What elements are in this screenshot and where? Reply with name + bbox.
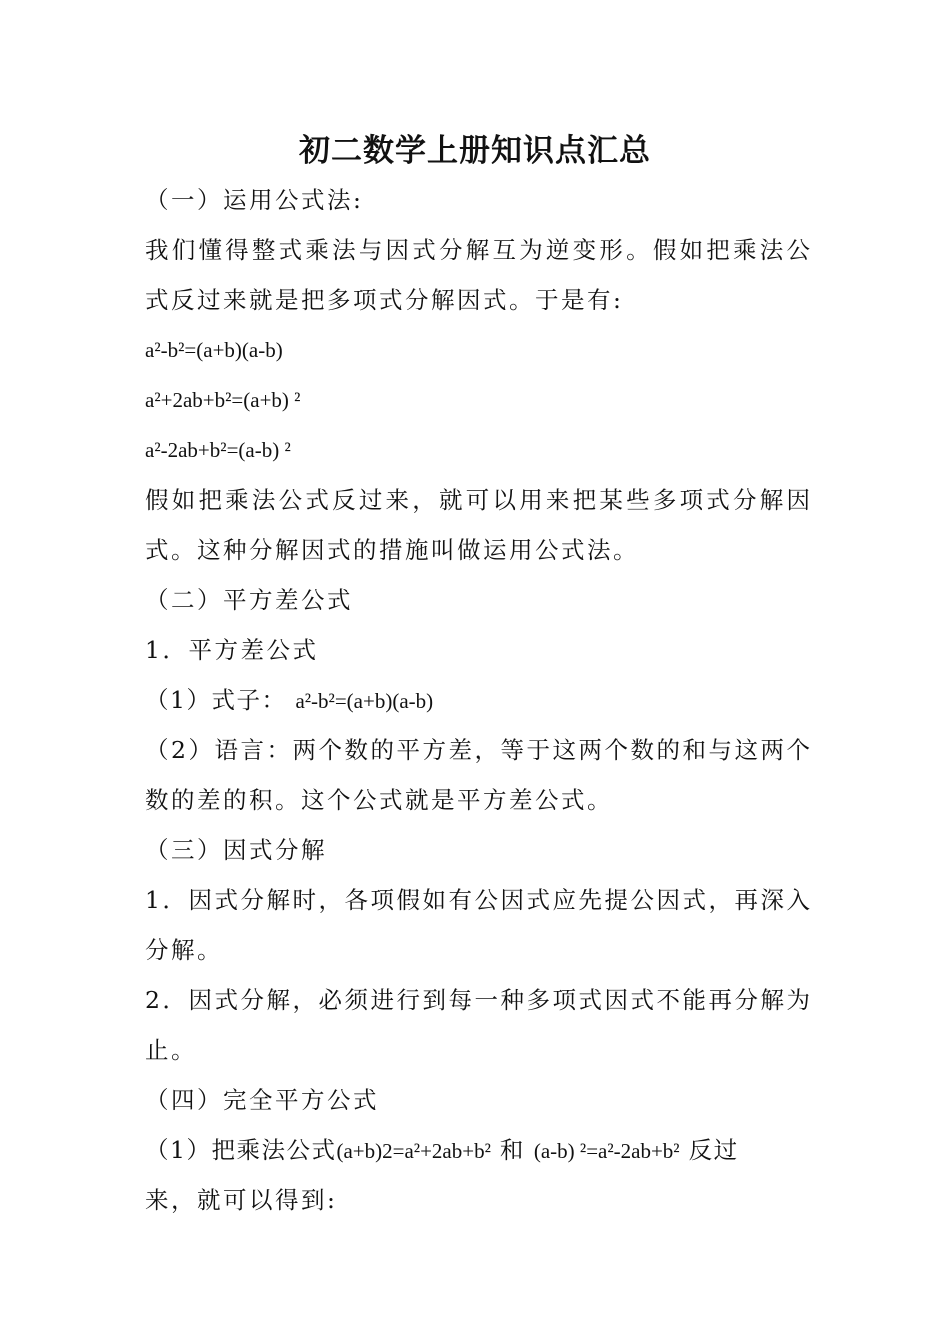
- formula-label: （1）式子：: [145, 686, 287, 714]
- list-item: 2．因式分解，必须进行到每一种多项式因式不能再分解为: [145, 986, 810, 1014]
- reverse-label: （1）把乘法公式: [145, 1136, 337, 1164]
- reverse-math-1: (a+b)2=a²+2ab+b²: [336, 1139, 491, 1163]
- formula-line: a²-b²=(a+b)(a-b): [145, 338, 283, 362]
- paragraph-line: 数的差的积。这个公式就是平方差公式。: [145, 786, 613, 814]
- paragraph-line: （2）语言：两个数的平方差，等于这两个数的和与这两个: [145, 736, 810, 764]
- formula-math: a²-b²=(a+b)(a-b): [295, 689, 434, 713]
- formula-line: a²+2ab+b²=(a+b) ²: [145, 388, 301, 412]
- paragraph-line: 式反过来就是把多项式分解因式。于是有:: [145, 286, 624, 314]
- paragraph-line: 来，就可以得到:: [145, 1186, 338, 1214]
- document-title: 初二数学上册知识点汇总: [299, 133, 651, 169]
- section-heading-3: （三）因式分解: [145, 836, 327, 864]
- section-heading-4: （四）完全平方公式: [145, 1086, 379, 1114]
- reverse-formula-line: [145, 1125, 810, 1175]
- paragraph-line: 假如把乘法公式反过来，就可以用来把某些多项式分解因: [145, 486, 810, 514]
- section-heading-2: （二）平方差公式: [145, 586, 353, 614]
- list-item: 1．因式分解时，各项假如有公因式应先提公因式，再深入: [145, 886, 810, 914]
- list-item-continuation: 分解。: [145, 936, 223, 964]
- list-item-continuation: 止。: [145, 1036, 197, 1064]
- reverse-math-2: (a-b) ²=a²-2ab+b²: [533, 1139, 680, 1163]
- reverse-and: 和: [499, 1136, 525, 1164]
- paragraph-line: 我们懂得整式乘法与因式分解互为逆变形。假如把乘法公: [145, 236, 810, 264]
- list-item: 1．平方差公式: [145, 636, 319, 664]
- section-heading-1: （一）运用公式法:: [145, 186, 364, 214]
- paragraph-line: 式。这种分解因式的措施叫做运用公式法。: [145, 536, 639, 564]
- reverse-tail: 反过: [688, 1136, 739, 1164]
- formula-definition-line: [145, 675, 810, 725]
- document-body: [145, 175, 810, 1225]
- formula-line: a²-2ab+b²=(a-b) ²: [145, 438, 291, 462]
